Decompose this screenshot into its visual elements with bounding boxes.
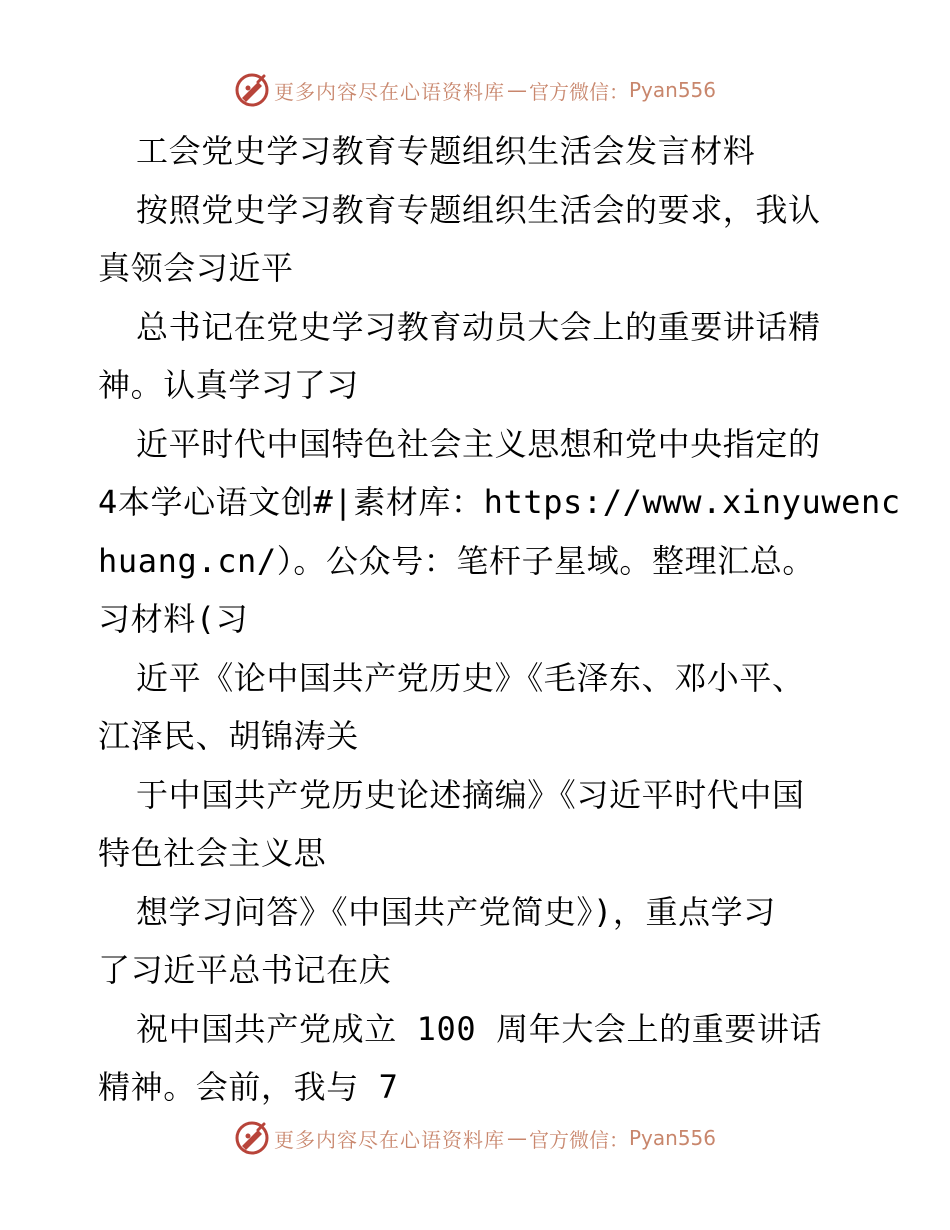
paragraph-line: 4本学心语文创#|素材库：https://www.xinyuwenc <box>98 483 901 521</box>
paragraph-line: 真领会习近平 <box>98 249 294 287</box>
pen-logo-icon <box>234 72 270 108</box>
paragraph-line: 想学习问答》《中国共产党简史》)，重点学习 <box>136 892 776 931</box>
paragraph-line: 总书记在党史学习教育动员大会上的重要讲话精 <box>136 307 821 346</box>
paragraph-line: 近平《论中国共产党历史》《毛泽东、邓小平、 <box>136 658 805 697</box>
paragraph-line: huang.cn/）。公众号：笔杆子星域。整理汇总。 <box>98 541 815 580</box>
paragraph-line: 近平时代中国特色社会主义思想和党中央指定的 <box>136 424 821 463</box>
header-banner-text: 更多内容尽在心语资料库 <box>273 79 505 104</box>
paragraph-line: 于中国共产党历史论述摘编》《习近平时代中国 <box>136 775 805 814</box>
paragraph-line: 江泽民、胡锦涛关 <box>98 717 359 755</box>
paragraph-line: 祝中国共产党成立 100 周年大会上的重要讲话 <box>136 1009 823 1048</box>
pen-logo-icon <box>234 1120 270 1156</box>
footer-banner-dash: — <box>506 1126 527 1150</box>
paragraph-line: 神。认真学习了习 <box>98 366 359 404</box>
footer-banner-content <box>234 1120 716 1156</box>
paragraph-line: 了习近平总书记在庆 <box>98 951 392 989</box>
header-banner <box>0 70 950 110</box>
header-banner-dash: — <box>506 78 527 102</box>
header-banner-wechat-label: 官方微信： <box>528 79 629 104</box>
paragraph-line: 精神。会前，我与 7 <box>98 1068 399 1106</box>
header-banner-wechat-id: Pyan556 <box>628 78 716 102</box>
footer-banner-wechat-label: 官方微信： <box>528 1127 629 1152</box>
document-title: 工会党史学习教育专题组织生活会发言材料 <box>136 132 756 170</box>
document-body <box>98 122 901 1117</box>
footer-banner-text: 更多内容尽在心语资料库 <box>273 1127 505 1152</box>
header-banner-content <box>234 72 716 108</box>
paragraph-line: 习材料(习 <box>98 600 249 638</box>
footer-banner-wechat-id: Pyan556 <box>628 1126 716 1150</box>
footer-banner <box>0 1118 950 1158</box>
paragraph-line: 特色社会主义思 <box>98 834 327 872</box>
paragraph-line: 按照党史学习教育专题组织生活会的要求，我认 <box>136 190 821 229</box>
